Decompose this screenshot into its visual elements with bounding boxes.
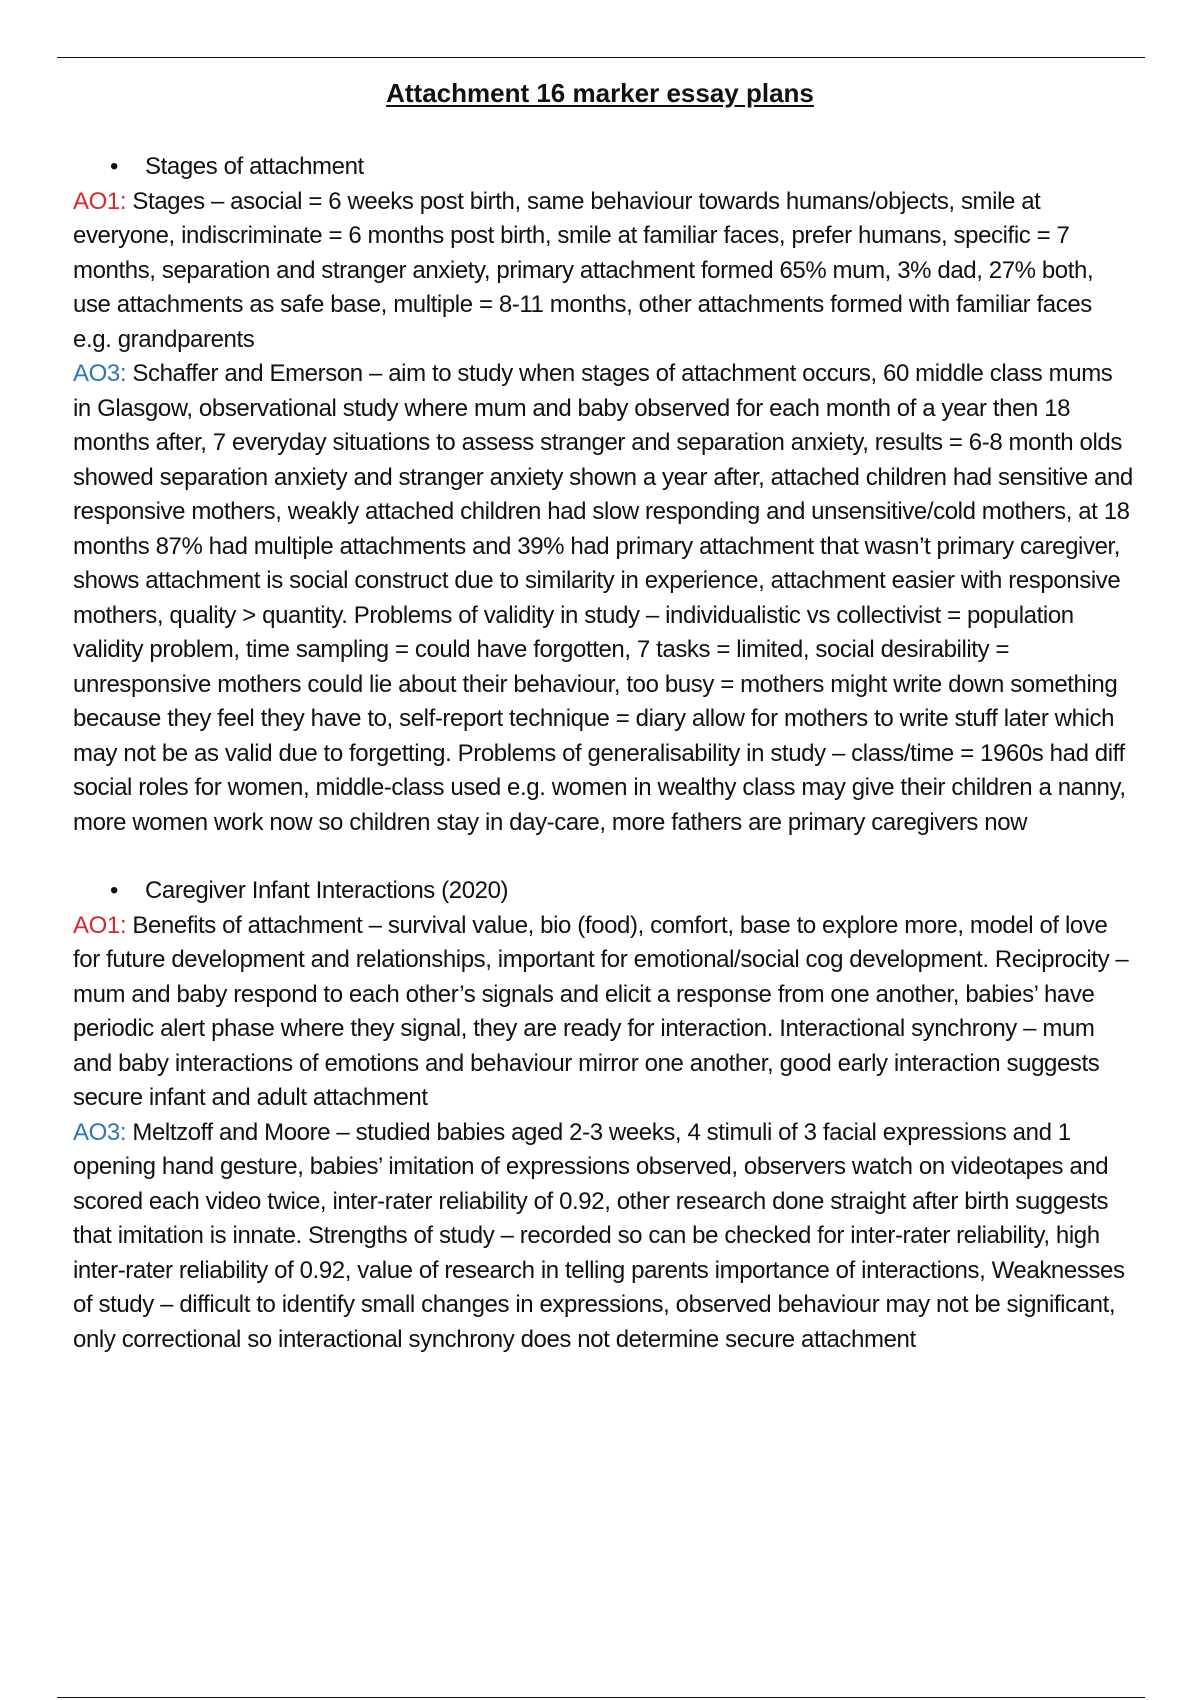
ao1-paragraph xyxy=(73,909,1136,1116)
bottom-rule xyxy=(57,1697,1145,1698)
ao3-paragraph xyxy=(73,1116,1136,1358)
page-title: Attachment 16 marker essay plans xyxy=(386,78,814,108)
section-heading xyxy=(73,150,1136,185)
document-body xyxy=(73,150,1136,1357)
ao1-label: AO1: xyxy=(73,187,127,215)
ao3-text: Schaffer and Emerson – aim to study when stages of attachment occurs, 60 middle class mums in Glasgow, observational study where mum and baby observed for each month of a year then 18 months after, 7 everyday situations to assess stranger and separation anxiety, results = 6-8 month olds showed separation anxiety and stranger anxiety shown a year after, attached children had sensitive and responsive mothers, weakly attached children had slow responding and unsensitive/cold mothers, at 18 months 87% had multiple attachments and 39% had primary attachment that wasn’t primary caregiver, shows attachment is social construct due to similarity in experience, attachment easier with responsive mothers, quality > quantity. Problems of validity in study – individualistic vs collectivist = population validity problem, time sampling = could have forgotten, 7 tasks = limited, social desirability = unresponsive mothers could lie about their behaviour, too busy = mothers might write down something because they feel they have to, self-report technique = diary allow for mothers to write stuff later which may not be as valid due to forgetting. Problems of generalisability in study – class/time = 1960s had diff social roles for women, middle-class used e.g. women in wealthy class may give their children a nanny, more women work now so children stay in day-care, more fathers are primary caregivers now xyxy=(73,360,1133,836)
ao3-text: Meltzoff and Moore – studied babies aged 2-3 weeks, 4 stimuli of 3 facial expressions and 1 opening hand gesture, babies’ imitation of expressions observed, observers watch on videotapes and scored each video twice, inter-rater reliability of 0.92, other research done straight after birth suggests that imitation is innate. Strengths of study – recorded so can be checked for inter-rater reliability, high inter-rater reliability of 0.92, value of research in telling parents importance of interactions, Weaknesses of study – difficult to identify small changes in expressions, observed behaviour may not be significant, only correctional so interactional synchrony does not determine secure attachment xyxy=(73,1118,1125,1353)
section-heading-text: Stages of attachment xyxy=(145,153,364,180)
top-rule xyxy=(57,57,1145,58)
ao1-label: AO1: xyxy=(73,911,127,939)
ao1-paragraph xyxy=(73,185,1136,358)
ao3-label: AO3: xyxy=(73,1118,127,1146)
section-caregiver-infant-interactions xyxy=(73,874,1136,1357)
section-heading xyxy=(73,874,1136,909)
ao1-text: Stages – asocial = 6 weeks post birth, same behaviour towards humans/objects, smile at everyone, indiscriminate = 6 months post birth, smile at familiar faces, prefer humans, specific = 7 months, separation and stranger anxiety, primary attachment formed 65% mum, 3% dad, 27% both, use attachments as safe base, multiple = 8-11 months, other attachments formed with familiar faces e.g. grandparents xyxy=(73,187,1094,353)
section-stages-of-attachment xyxy=(73,150,1136,840)
section-heading-text: Caregiver Infant Interactions (2020) xyxy=(145,877,509,904)
section-spacer xyxy=(73,840,1136,874)
bullet-icon: • xyxy=(110,153,119,180)
ao1-text: Benefits of attachment – survival value, bio (food), comfort, base to explore more, model of love for future development and relationships, important for emotional/social cog development. Reciprocity – mum and baby respond to each other’s signals and elicit a response from one another, babies’ have periodic alert phase where they signal, they are ready for interaction. Interactional synchrony – mum and baby interactions of emotions and behaviour mirror one another, good early interaction suggests secure infant and adult attachment xyxy=(73,911,1129,1111)
bullet-icon: • xyxy=(110,877,119,904)
ao3-paragraph xyxy=(73,357,1136,840)
ao3-label: AO3: xyxy=(73,360,127,387)
